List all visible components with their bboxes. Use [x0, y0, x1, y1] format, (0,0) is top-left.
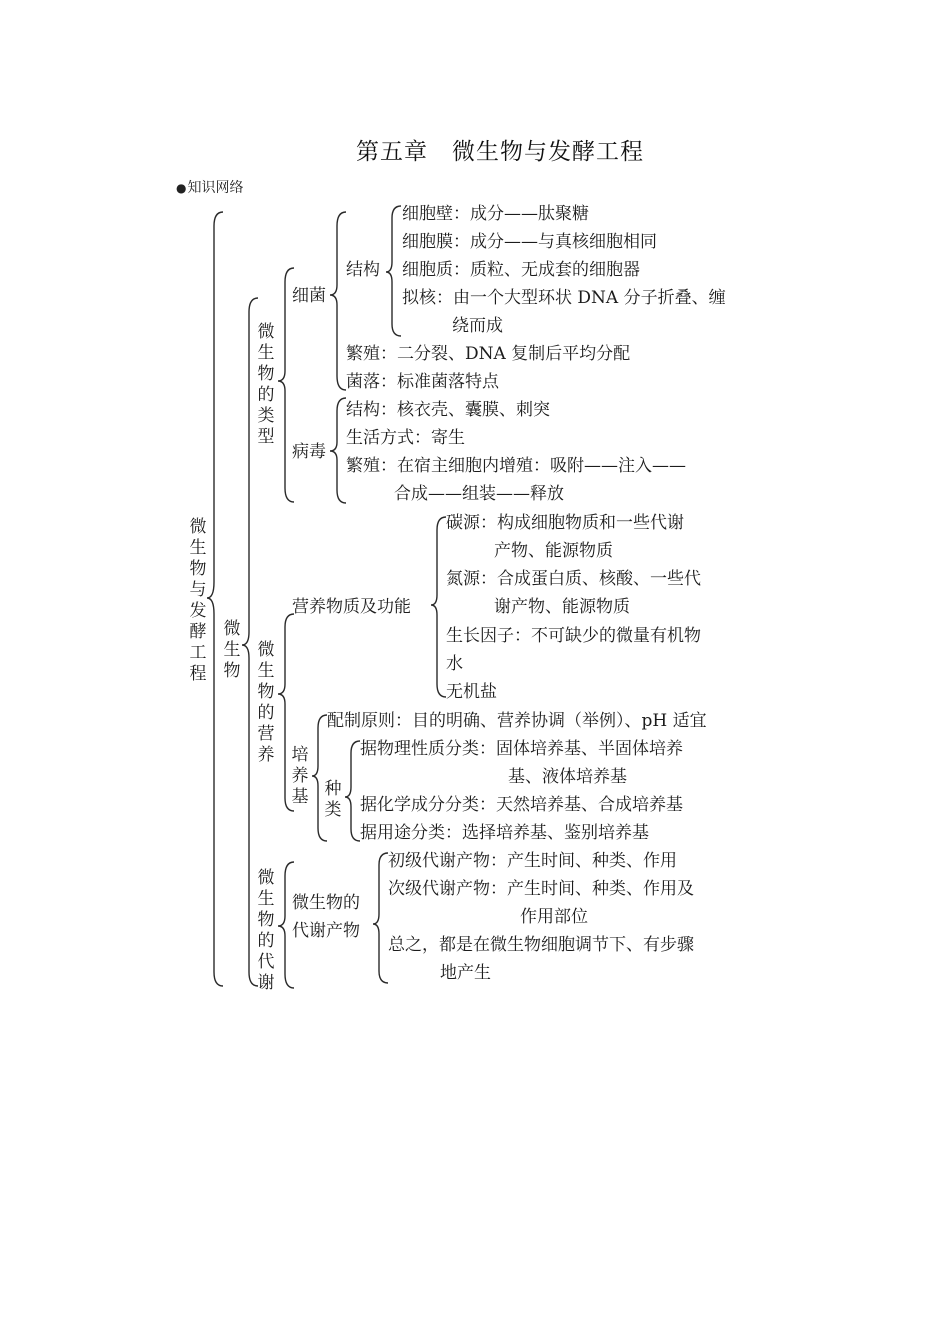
virus-item: 繁殖：在宿主细胞内增殖：吸附——注入——	[346, 456, 686, 476]
chapter-title: 第五章 微生物与发酵工程	[356, 139, 644, 165]
nutrient-item: 无机盐	[446, 682, 497, 702]
microbe-label: 微生物	[223, 619, 241, 681]
virus-label: 病毒	[292, 442, 326, 462]
kind-item-cont: 基、液体培养基	[508, 767, 627, 787]
virus-item: 生活方式：寄生	[346, 428, 465, 448]
product-item-cont: 作用部位	[520, 907, 588, 927]
brace-nutrients	[431, 517, 446, 697]
structure-item: 细胞膜：成分——与真核细胞相同	[402, 232, 657, 252]
structure-item-cont: 绕而成	[452, 316, 503, 336]
brace-root	[207, 212, 223, 986]
brace-structure	[386, 206, 401, 336]
kind-item: 据物理性质分类：固体培养基、半固体培养	[360, 739, 683, 759]
types-label: 微生物的类型	[257, 322, 275, 447]
nutrition-label: 微生物的营养	[257, 640, 275, 765]
nutrient-item: 水	[446, 654, 463, 674]
structure-label: 结构	[346, 260, 380, 280]
product-item-cont: 地产生	[440, 963, 491, 983]
brace-kinds	[345, 741, 360, 841]
nutrient-item: 碳源：构成细胞物质和一些代谢	[446, 513, 684, 533]
product-item: 初级代谢产物：产生时间、种类、作用	[388, 851, 677, 871]
bacteria-label: 细菌	[292, 286, 326, 306]
product-item: 总之，都是在微生物细胞调节下、有步骤	[388, 935, 694, 955]
structure-item: 细胞壁：成分——肽聚糖	[402, 204, 589, 224]
section-label: 知识网络	[187, 180, 244, 196]
structure-item: 细胞质：质粒、无成套的细胞器	[402, 260, 640, 280]
kind-item: 据化学成分分类：天然培养基、合成培养基	[360, 795, 683, 815]
bacteria-reproduction: 繁殖：二分裂、DNA 复制后平均分配	[346, 344, 631, 364]
product-item: 次级代谢产物：产生时间、种类、作用及	[388, 879, 694, 899]
virus-item-cont: 合成——组装——释放	[394, 484, 564, 504]
medium-label: 培养基	[291, 745, 309, 807]
brace-virus	[330, 398, 346, 503]
nutrients-label: 营养物质及功能	[292, 597, 411, 617]
nutrient-item-cont: 产物、能源物质	[494, 541, 613, 561]
metabolism-label: 微生物的代谢	[257, 868, 275, 993]
kind-item: 据用途分类：选择培养基、鉴别培养基	[360, 823, 649, 843]
nutrient-item-cont: 谢产物、能源物质	[494, 597, 630, 617]
structure-item: 拟核：由一个大型环状 DNA 分子折叠、缠	[402, 288, 726, 308]
bullet-icon: ●	[176, 181, 187, 195]
products-label-line2: 代谢产物	[292, 921, 360, 941]
brace-bacteria	[330, 212, 346, 390]
bacteria-colony: 菌落：标准菌落特点	[346, 372, 499, 392]
products-label-line1: 微生物的	[292, 893, 360, 913]
kinds-label: 种类	[324, 779, 342, 820]
nutrient-item: 生长因子：不可缺少的微量有机物	[446, 626, 701, 646]
nutrient-item: 氮源：合成蛋白质、核酸、一些代	[446, 569, 701, 589]
brace-medium	[312, 715, 327, 841]
medium-principle: 配制原则：目的明确、营养协调（举例）、pH 适宜	[327, 711, 707, 731]
brace-products	[373, 853, 388, 983]
root-label: 微生物与发酵工程	[189, 517, 207, 684]
virus-item: 结构：核衣壳、囊膜、刺突	[346, 400, 550, 420]
